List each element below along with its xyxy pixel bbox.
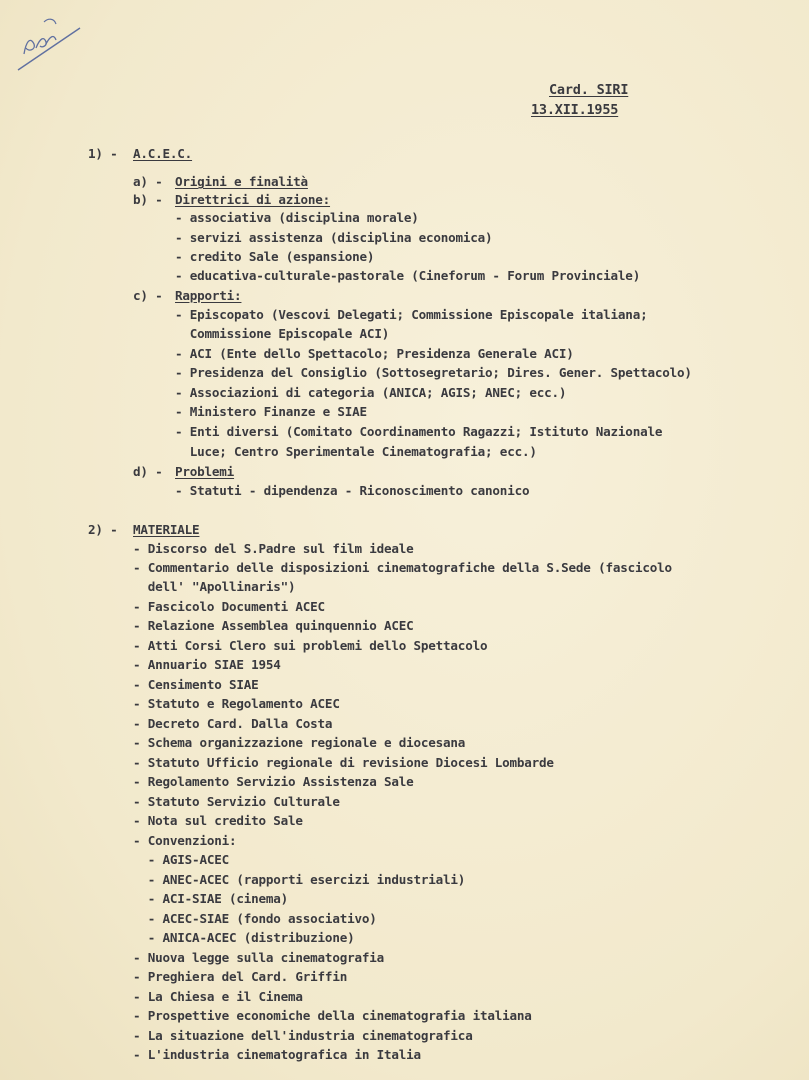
list-item: - Statuti - dipendenza - Riconoscimento canonico — [175, 483, 530, 498]
list-item: - Fascicolo Documenti ACEC — [133, 599, 325, 614]
list-item: - ACI (Ente dello Spettacolo; Presidenza Generale ACI) — [175, 346, 574, 361]
list-item: - Statuto Servizio Culturale — [133, 794, 340, 809]
list-item: - Convenzioni: — [133, 833, 237, 848]
list-item: - Schema organizzazione regionale e diocesana — [133, 735, 466, 750]
list-item: - servizi assistenza (disciplina economica) — [175, 230, 493, 245]
list-item: - Censimento SIAE — [133, 677, 259, 692]
list-item: - Commentario delle disposizioni cinematografiche della S.Sede (fascicolo — [133, 560, 672, 575]
list-item: - Nuova legge sulla cinematografia — [133, 950, 384, 965]
list-item: - Atti Corsi Clero sui problemi dello Spettacolo — [133, 638, 488, 653]
subsection-a-label: a) - — [133, 174, 163, 189]
section1-number: 1) - — [88, 146, 118, 161]
list-item: - AGIS-ACEC — [133, 852, 229, 867]
list-item: - educativa-culturale-pastorale (Cineforum - Forum Provinciale) — [175, 268, 641, 283]
list-item: - L'industria cinematografica in Italia — [133, 1047, 421, 1062]
subsection-a-title: Origini e finalità — [175, 174, 308, 189]
subsection-b-title: Direttrici di azione: — [175, 192, 331, 207]
list-item: - Nota sul credito Sale — [133, 813, 303, 828]
list-item: - Associazioni di categoria (ANICA; AGIS; ANEC; ecc.) — [175, 385, 567, 400]
list-item: - Episcopato (Vescovi Delegati; Commissione Episcopale italiana; — [175, 307, 648, 322]
list-item: - Presidenza del Consiglio (Sottosegretario; Dires. Gener. Spettacolo) — [175, 365, 692, 380]
handwritten-initials-mark — [14, 14, 84, 74]
list-item: - Enti diversi (Comitato Coordinamento Ragazzi; Istituto Nazionale — [175, 424, 663, 439]
subsection-d-label: d) - — [133, 464, 163, 479]
list-item: - Statuto e Regolamento ACEC — [133, 696, 340, 711]
list-item: - La Chiesa e il Cinema — [133, 989, 303, 1004]
subsection-c-title: Rapporti: — [175, 288, 242, 303]
section2-title: MATERIALE — [133, 522, 200, 537]
list-item: - Prospettive economiche della cinematografia italiana — [133, 1008, 532, 1023]
list-item: Luce; Centro Sperimentale Cinematografia; ecc.) — [175, 444, 537, 459]
subsection-c-label: c) - — [133, 288, 163, 303]
list-item: - ANEC-ACEC (rapporti esercizi industriali) — [133, 872, 466, 887]
list-item: - Statuto Ufficio regionale di revisione Diocesi Lombarde — [133, 755, 554, 770]
section1-title: A.C.E.C. — [133, 146, 193, 161]
list-item: - Preghiera del Card. Griffin — [133, 969, 348, 984]
list-item: - associativa (disciplina morale) — [175, 210, 419, 225]
list-item: dell' "Apollinaris") — [133, 579, 296, 594]
list-item: - ACI-SIAE (cinema) — [133, 891, 289, 906]
list-item: - Relazione Assemblea quinquennio ACEC — [133, 618, 414, 633]
subsection-d-title: Problemi — [175, 464, 235, 479]
list-item: - La situazione dell'industria cinematografica — [133, 1028, 473, 1043]
list-item: - Discorso del S.Padre sul film ideale — [133, 541, 414, 556]
list-item: - Ministero Finanze e SIAE — [175, 404, 367, 419]
list-item: - Annuario SIAE 1954 — [133, 657, 281, 672]
list-item: Commissione Episcopale ACI) — [175, 326, 390, 341]
list-item: - credito Sale (espansione) — [175, 249, 375, 264]
header-date: 13.XII.1955 — [531, 102, 619, 118]
list-item: - ACEC-SIAE (fondo associativo) — [133, 911, 377, 926]
list-item: - Decreto Card. Dalla Costa — [133, 716, 333, 731]
list-item: - Regolamento Servizio Assistenza Sale — [133, 774, 414, 789]
header-cardinal-name: Card. SIRI — [549, 82, 629, 98]
subsection-b-label: b) - — [133, 192, 163, 207]
section2-number: 2) - — [88, 522, 118, 537]
list-item: - ANICA-ACEC (distribuzione) — [133, 930, 355, 945]
